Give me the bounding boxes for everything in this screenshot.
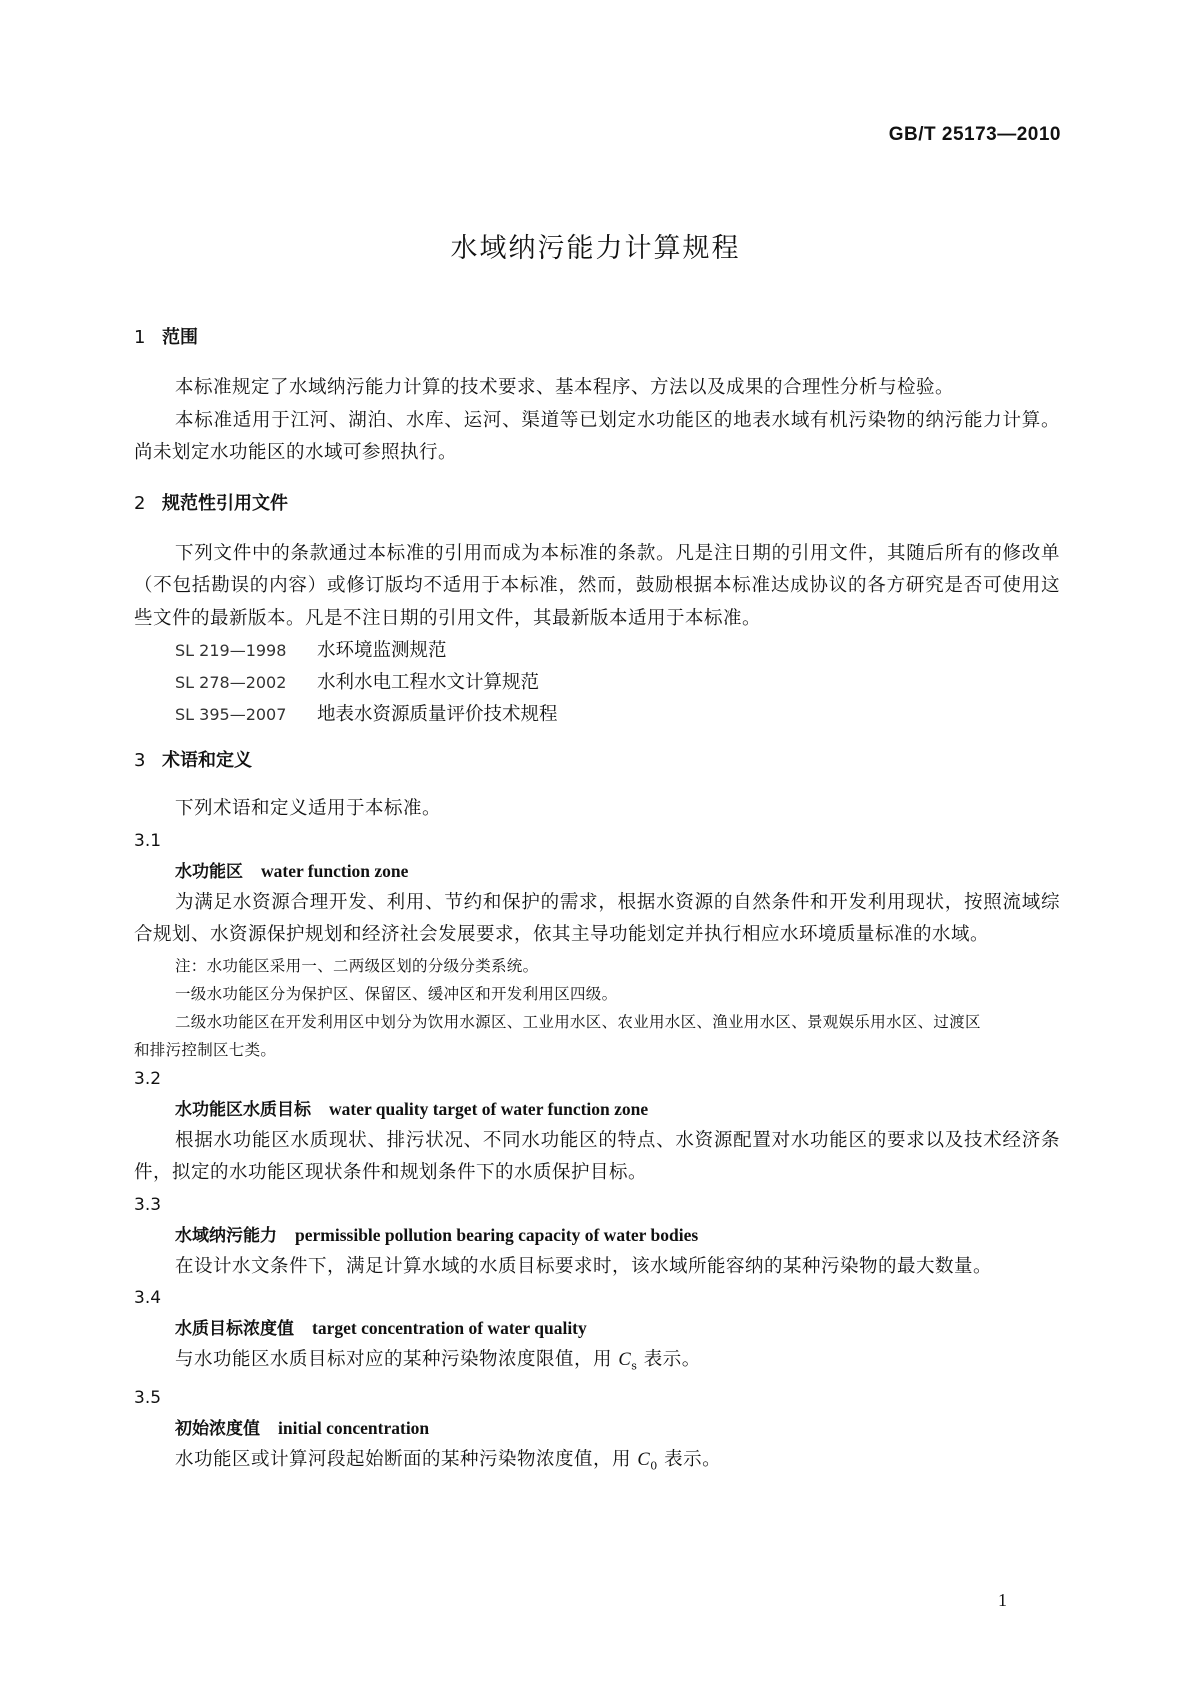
term-note: 一级水功能区分为保护区、保留区、缓冲区和开发利用区四级。 [175,984,618,1003]
term-note: 和排污控制区七类。 [134,1040,277,1059]
clause-number: 3.4 [134,1288,162,1308]
term-chinese: 水功能区 [175,861,243,882]
definition-text: 与水功能区水质目标对应的某种污染物浓度限值，用 [175,1349,613,1370]
reference-item [134,699,1060,731]
section-number: 3 [134,750,146,771]
section-1-paragraph-1: 本标准规定了水域纳污能力计算的技术要求、基本程序、方法以及成果的合理性分析与检验。 [175,377,955,398]
term-english: water function zone [261,860,409,881]
term-english: permissible pollution bearing capacity of water bodies [295,1224,699,1245]
term-note: 二级水功能区在开发利用区中划分为饮用水源区、工业用水区、农业用水区、渔业用水区、景观娱乐用水区、过渡区 [175,1012,981,1031]
clause-number: 3.1 [134,830,162,851]
reference-title: 水利水电工程水文计算规范 [317,672,540,693]
reference-item [134,635,1060,667]
term-chinese: 初始浓度值 [175,1419,260,1440]
section-3-heading [134,747,1060,775]
standard-number: GB/T 25173—2010 [888,124,1061,145]
clause-number: 3.5 [134,1388,162,1409]
definition-text: 水功能区或计算河段起始断面的某种污染物浓度值，用 [175,1449,632,1471]
term-entry [134,1220,1060,1251]
clause-number: 3.2 [134,1068,162,1089]
reference-title: 地表水资源质量评价技术规程 [317,704,558,725]
section-title: 规范性引用文件 [162,492,288,514]
term-entry [134,1413,1060,1444]
section-1-paragraph-2: 本标准适用于江河、湖泊、水库、运河、渠道等已划定水功能区的地表水域有机污染物的纳污能力计算。尚未划定水功能区的水域可参照执行。 [134,409,1060,463]
reference-item [134,667,1060,699]
section-2-heading [134,490,1060,518]
document-body [134,324,1060,1483]
section-1-heading [134,324,1060,352]
term-entry [134,856,1060,887]
definition-text: 表示。 [643,1349,701,1370]
term-definition [134,1344,1060,1383]
term-entry [134,1094,1060,1125]
symbol-subscript: 0 [650,1459,658,1473]
term-definition [134,1444,1060,1483]
section-title: 范围 [162,327,198,348]
term-entry [134,1313,1060,1344]
reference-title: 水环境监测规范 [317,640,447,661]
page-number: 1 [998,1590,1007,1610]
term-chinese: 水功能区水质目标 [175,1099,311,1120]
symbol: C [618,1350,632,1370]
term-english: water quality target of water function zone [329,1098,649,1119]
clause-number: 3.3 [134,1194,162,1215]
term-definition: 根据水功能区水质现状、排污状况、不同水功能区的特点、水资源配置对水功能区的要求以及技术经济条件，拟定的水功能区现状条件和规划条件下的水质保护目标。 [134,1129,1060,1183]
symbol: C [637,1450,651,1471]
symbol-subscript: s [631,1359,638,1373]
term-chinese: 水质目标浓度值 [175,1319,294,1339]
reference-code: SL 278—2002 [175,673,287,692]
definition-text: 表示。 [664,1449,722,1471]
term-definition: 为满足水资源合理开发、利用、节约和保护的需求，根据水资源的自然条件和开发利用现状，按照流域综合规划、水资源保护规划和经济社会发展要求，依其主导功能划定并执行相应水环境质量标准的水域。 [134,891,1060,945]
section-2-paragraph-1: 下列文件中的条款通过本标准的引用而成为本标准的条款。凡是注日期的引用文件，其随后所有的修改单（不包括勘误的内容）或修订版均不适用于本标准，然而，鼓励根据本标准达成协议的各方研究是否可使用这些文件的最新版本。凡是不注日期的引用文件，其最新版本适用于本标准。 [134,542,1060,629]
term-note: 注：水功能区采用一、二两级区划的分级分类系统。 [175,956,539,975]
term-english: target concentration of water quality [312,1318,587,1338]
reference-code: SL 395—2007 [175,705,287,724]
section-number: 2 [134,492,146,514]
section-title: 术语和定义 [162,750,252,771]
term-english: initial concentration [278,1418,430,1439]
section-number: 1 [134,327,146,348]
section-3-intro: 下列术语和定义适用于本标准。 [175,798,442,819]
term-definition: 在设计水文条件下，满足计算水域的水质目标要求时，该水域所能容纳的某种污染物的最大数量。 [175,1255,993,1277]
term-chinese: 水域纳污能力 [175,1225,277,1246]
document-title: 水域纳污能力计算规程 [450,233,741,264]
reference-code: SL 219—1998 [175,641,287,660]
